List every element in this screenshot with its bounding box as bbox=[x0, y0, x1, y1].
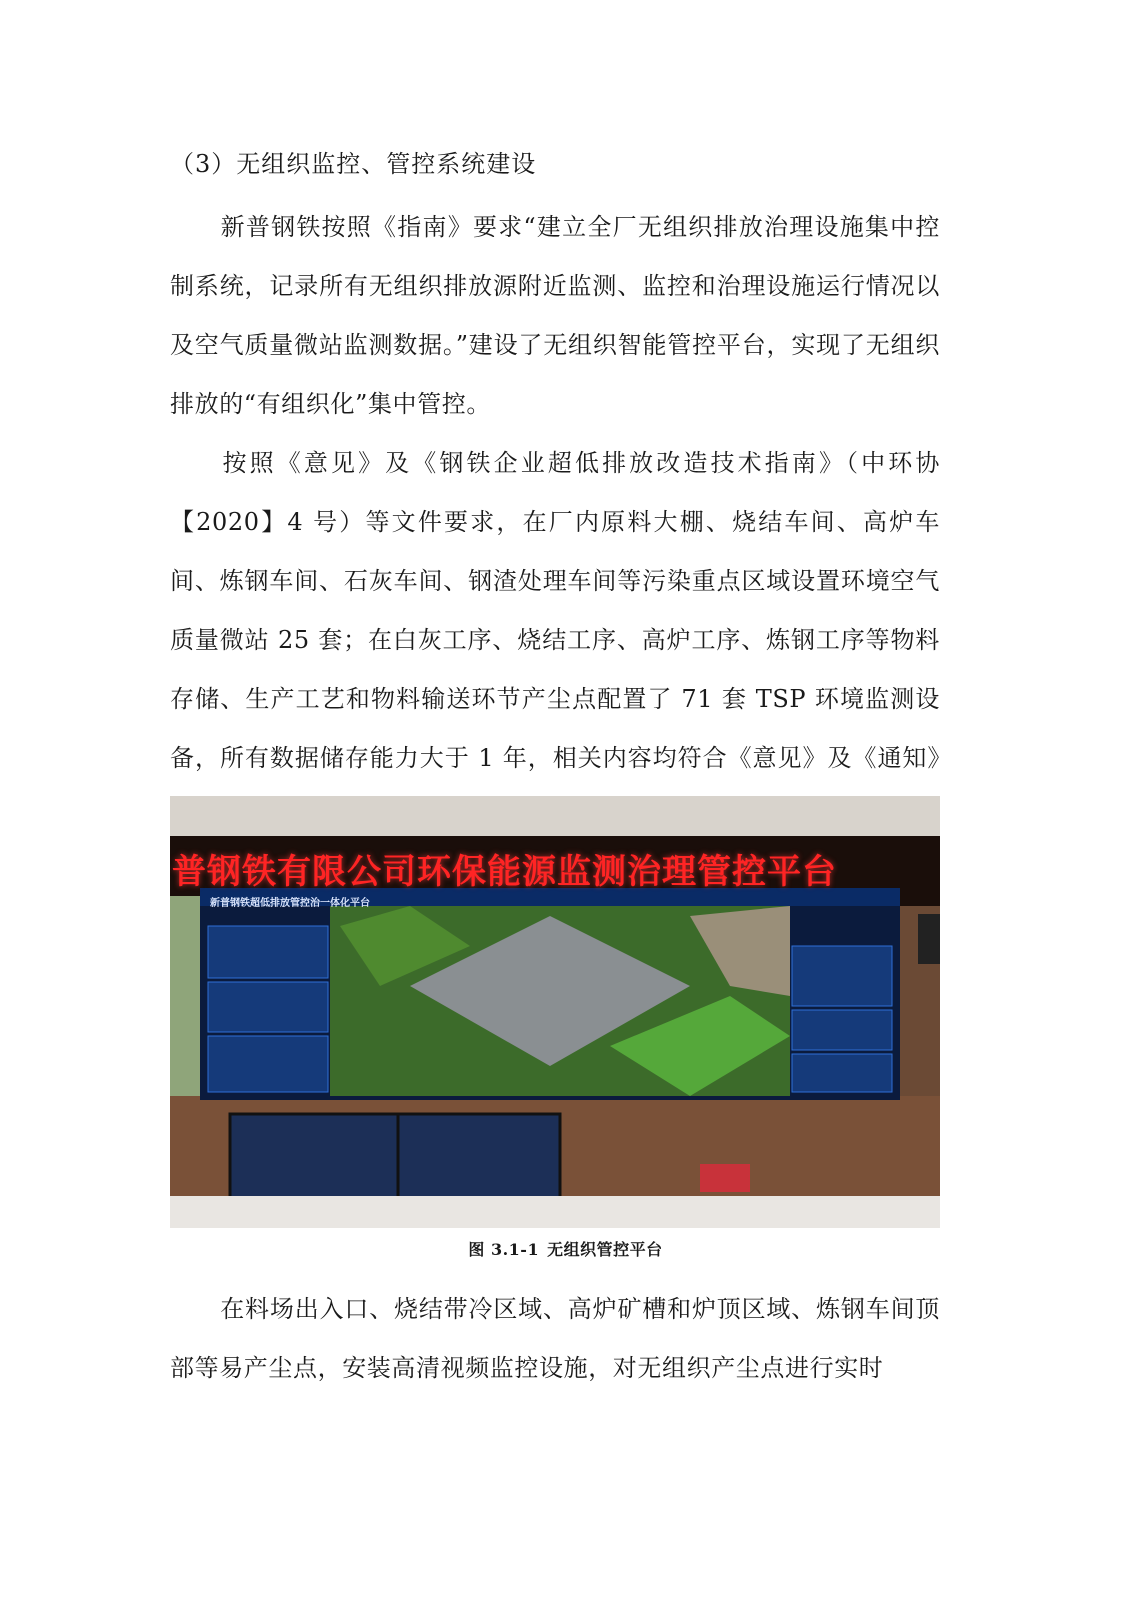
paragraph-1 bbox=[170, 198, 940, 434]
flag bbox=[700, 1164, 750, 1192]
paragraph-1-text: 新普钢铁按照《指南》要求“建立全厂无组织排放治理设施集中控制系统，记录所有无组织排放源附近监测、监控和治理设施运行情况以及空气质量微站监测数据。”建设了无组织智能管控平台，实现了无组织排放的“有组织化”集中管控。 bbox=[170, 213, 940, 418]
left-panel-3 bbox=[208, 1036, 328, 1092]
right-panel-1 bbox=[792, 946, 892, 1006]
paragraph-2-text: 按照《意见》及《钢铁企业超低排放改造技术指南》（中环协【2020】4 号）等文件要求，在厂内原料大棚、烧结车间、高炉车间、炼钢车间、石灰车间、钢渣处理车间等污染重点区域设置环境空气质量微站 25 套；在白灰工序、烧结工序、高炉工序、炼钢工序等物料存储、生产工艺和物料输送环节产尘点配置了 71 套 TSP 环境监测设备，所有数据储存能力大于 1 年，相关内容均符合《意见》及《通知》 bbox=[170, 449, 940, 772]
paragraph-3 bbox=[170, 1280, 940, 1398]
screen-title: 新普钢铁超低排放管控治一体化平台 bbox=[210, 898, 370, 909]
speaker bbox=[918, 914, 940, 964]
right-panel-2 bbox=[792, 1010, 892, 1050]
left-panel-2 bbox=[208, 982, 328, 1032]
control-room-photo bbox=[170, 796, 940, 1228]
figure-caption bbox=[0, 1238, 1131, 1262]
caption-number: 图 3.1-1 bbox=[468, 1240, 540, 1259]
paragraph-2 bbox=[170, 434, 940, 847]
paragraph-3-text: 在料场出入口、烧结带冷区域、高炉矿槽和炉顶区域、炼钢车间顶部等易产尘点，安装高清视频监控设施，对无组织产尘点进行实时 bbox=[170, 1295, 940, 1382]
led-banner-text: 普钢铁有限公司环保能源监测治理管控平台 bbox=[172, 852, 837, 892]
right-panel-3 bbox=[792, 1054, 892, 1092]
caption-text: 无组织管控平台 bbox=[547, 1240, 663, 1259]
left-panel-1 bbox=[208, 926, 328, 978]
section-heading: （3）无组织监控、管控系统建设 bbox=[170, 150, 537, 178]
desk-monitors bbox=[230, 1114, 560, 1204]
desk bbox=[170, 1196, 940, 1228]
